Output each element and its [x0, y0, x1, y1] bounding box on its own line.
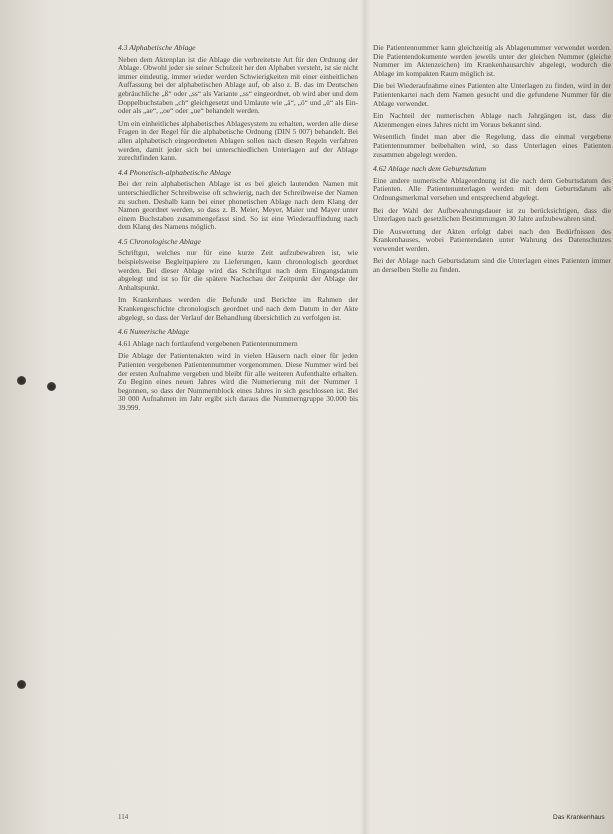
body-paragraph: 4.61 Ablage nach fortlaufend vergebenen Patientennummern — [118, 338, 298, 348]
body-paragraph: Die bei Wiederaufnahme eines Patienten alte Unterlagen zu finden, wird in der Patientenkartei nach dem Namen gesucht und die gefundene Nummer für die Ablage verwendet. — [373, 81, 611, 108]
section-heading: 4.5 Chronologische Ablage — [118, 236, 201, 246]
page-number: 114 — [118, 813, 129, 821]
footer-label: Das Krankenhaus — [553, 814, 605, 821]
section-heading: 4.62 Ablage nach dem Geburtsdatum — [373, 164, 487, 174]
binder-hole-icon — [17, 376, 26, 385]
body-paragraph: Bei der rein alphabetischen Ablage ist es bei gleich lautenden Namen mit unterschiedlicher Schreibweise oft schwierig, nach der Schreibweise der Namen zu suchen. Deshalb kann bei einer phonetischen Ablage nach dem Klang der Namen geordnet werden, so dass z. B. Meier, Meyer, Maier und Mayer unter einem Buchstaben zusammengefasst sind. So ist eine Wiederauffindung nach dem Klang des Namens möglich. — [118, 179, 358, 232]
section-heading: 4.4 Phonetisch-alphabetische Ablage — [118, 167, 232, 177]
page-gutter-shadow — [360, 0, 370, 834]
left-text-column — [118, 44, 358, 417]
body-paragraph: Ein Nachteil der numerischen Ablage nach Jahrgängen ist, dass die Aktenmengen eines Jahres nicht im Voraus bekannt sind. — [373, 111, 611, 129]
body-paragraph: Die Patientennummer kann gleichzeitig als Ablagenummer verwendet werden. Die Patientendokumente werden jeweils unter der gleichen Nummer (gleiche Nummer im Aktenzeichen) im Krankenhausarchiv abgelegt, wodurch die Ablage im kompakten Raum möglich ist. — [373, 44, 611, 78]
body-paragraph: Bei der Ablage nach Geburtsdatum sind die Unterlagen eines Patienten immer an derselben Stelle zu finden. — [373, 256, 611, 275]
binder-hole-icon — [47, 382, 56, 391]
binder-hole-icon — [17, 680, 26, 689]
body-paragraph: Eine andere numerische Ablageordnung ist die nach dem Geburtsdatum des Patienten. Alle Patientenunterlagen werden mit dem Geburtsdatum als Ordnungsmerkmal versehen und entsprechend abgelegt. — [373, 175, 611, 202]
body-paragraph: Wesentlich findet man aber die Regelung, dass die einmal vergebene Patientennummer beibehalten wird, so dass Unterlagen eines Patienten zusammen abgelegt werden. — [373, 132, 611, 159]
body-paragraph: Bei der Wahl der Aufbewahrungsdauer ist zu berücksichtigen, dass die Unterlagen nach gesetzlichen Bestimmungen 30 Jahre aufzubewahren sind. — [373, 205, 611, 224]
body-paragraph: Schriftgut, welches nur für eine kurze Zeit aufzubewahren ist, wie beispielsweise Begleitpapiere zu Lieferungen, kann chronologisch geordnet werden. Bei dieser Ablage wird das Schriftgut nach dem Eingangsdatum abgelegt und ist so für die spätere Nachschau der Zeitpunkt der Ablage der Anhaltspunkt. — [118, 248, 358, 292]
body-paragraph: Neben dem Aktenplan ist die Ablage die verbreitetste Art für den Ordnung der Ablage. Obwohl jeder sie seiner Schulzeit her den Alphabet versteht, ist sie nicht immer eindeutig, immer wieder werden Schwierigkeiten mit einer einheitlichen Auffassung bei der alphabetischen Ablage auf, ob also z. B. das im Deutschen gebräuchliche „ß“ oder „ss“ als Variante „ss“ eingeordnet, ob wird aber und dem Doppelbuchstaben „ch“ gleichgesetzt und Umlaute wie „ä“, „ö“ und „ü“ als Ein- oder als „ae“, „oe“ oder „ue“ behandelt werden. — [118, 54, 358, 116]
section-heading: 4.3 Alphabetische Ablage — [118, 43, 196, 52]
body-paragraph: Die Auswertung der Akten erfolgt dabei nach den Bedürfnissen des Krankenhauses, wobei Patientendaten unter Wahrung des Datenschutzes verwendet werden. — [373, 226, 611, 253]
section-heading: 4.6 Numerische Ablage — [118, 327, 189, 337]
body-paragraph: Um ein einheitliches alphabetisches Ablagesystem zu erhalten, werden alle diese Fragen in der Regel für die alphabetische Ordnung (DIN 5 007) behandelt. Bei allen alphabetisch eingeordneten Ablagen sollen nach diesen Regeln verfahren werden, damit jeder sich bei unterschiedlichen Unterlagen auf der Ablage zurechtfinden kann. — [118, 118, 358, 163]
body-paragraph: Im Krankenhaus werden die Befunde und Berichte im Rahmen der Krankengeschichte chronologisch geordnet und nach dem Datum in der Akte abgelegt, so dass der Verlauf der Behandlung übersichtlich zu verfolgen ist. — [118, 295, 358, 322]
body-paragraph: Die Ablage der Patientenakten wird in vielen Häusern nach einer für jeden Patienten vergebenen Patientennummer vorgenommen. Diese Nummer wird bei der ersten Aufnahme vergeben und bleibt für alle weiteren Aufenthalte erhalten. Zu Beginn eines neuen Jahres wird die Numerierung mit der Nummer 1 begonnen, so dass der Nummernblock eines Jahres in sich geschlossen ist. Bei 30 000 Aufnahmen im Jahr ergibt sich daraus die Nummerngruppe 30.000 bis 39.999. — [118, 351, 358, 412]
right-text-column — [373, 44, 611, 279]
